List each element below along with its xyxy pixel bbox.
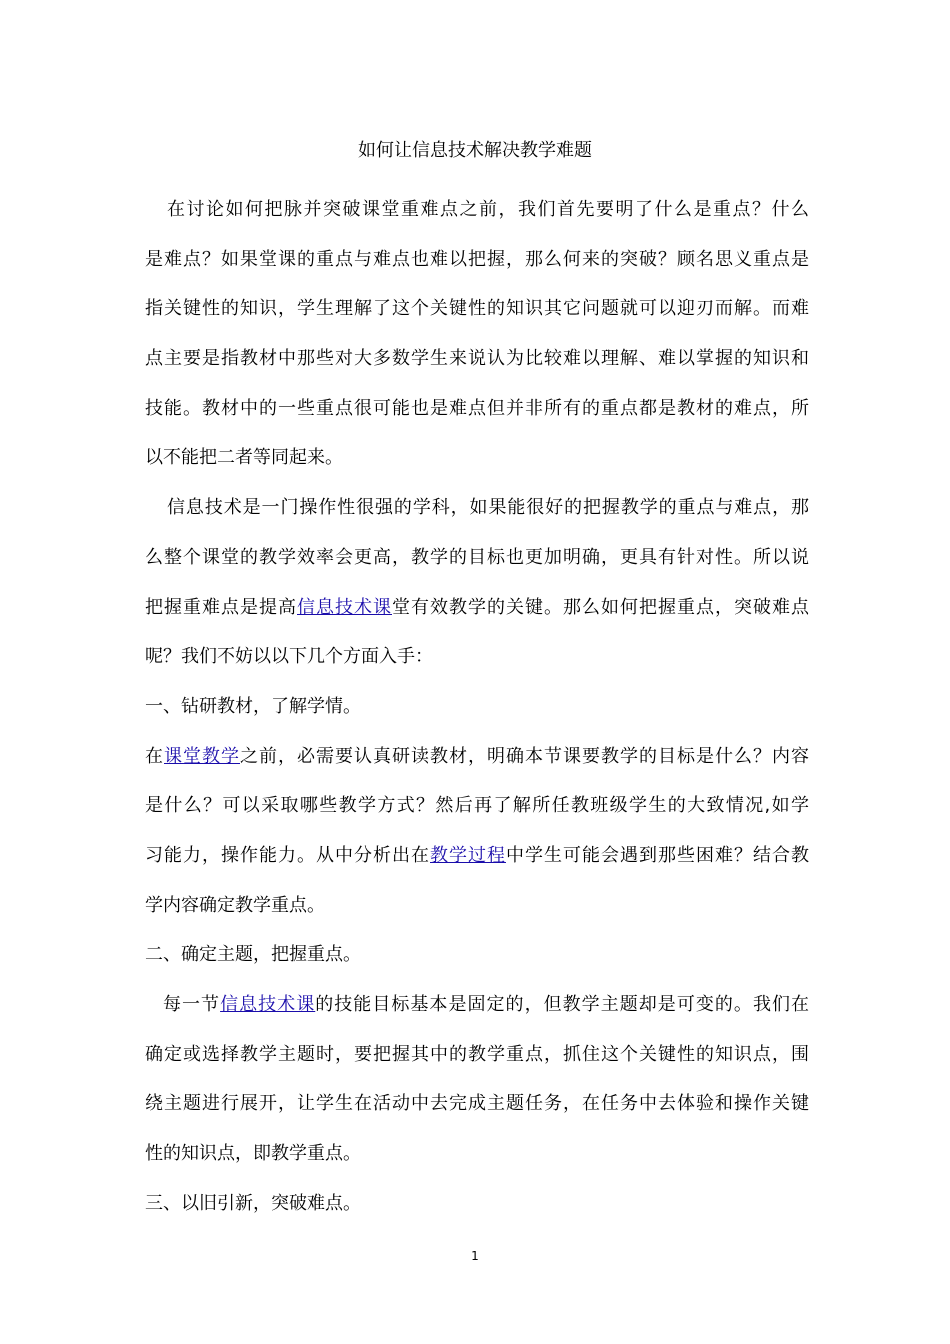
text-line: 技能。教材中的一些重点很可能也是难点但并非所有的重点都是教材的难点，所 <box>145 397 809 419</box>
text-line: 绕主题进行展开，让学生在活动中去完成主题任务，在任务中去体验和操作关键 <box>145 1093 809 1115</box>
text-line: 以不能把二者等同起来。 <box>145 447 343 469</box>
link-teaching-process[interactable]: 教学过程 <box>430 844 506 866</box>
document-title: 如何让信息技术解决教学难题 <box>358 140 592 161</box>
document-body <box>145 185 809 1228</box>
text-segment: 每一节 <box>163 994 221 1015</box>
text-line: 呢？我们不妨以以下几个方面入手： <box>145 646 433 668</box>
link-info-tech-course[interactable]: 信息技术课 <box>297 596 392 618</box>
text-segment: 之前，必需要认真研读教材，明确本节课要教学的目标是什么？内容 <box>240 745 809 767</box>
section-heading-1: 一、钻研教材，了解学情。 <box>145 695 361 717</box>
text-line: 是什么？可以采取哪些教学方式？然后再了解所任教班级学生的大致情况,如学 <box>145 795 809 817</box>
text-segment: 中学生可能会遇到那些困难？结合教 <box>506 844 809 866</box>
text-line-with-link <box>145 831 809 881</box>
text-line: 么整个课堂的教学效率会更高，教学的目标也更加明确，更具有针对性。所以说 <box>145 546 809 568</box>
paragraph-theme <box>145 980 809 1179</box>
text-line: 学内容确定教学重点。 <box>145 894 325 916</box>
text-line-with-link <box>145 583 809 633</box>
text-line: 信息技术是一门操作性很强的学科，如果能很好的把握教学的重点与难点，那 <box>167 497 809 519</box>
text-line: 性的知识点，即教学重点。 <box>145 1143 361 1165</box>
text-line-with-link <box>145 980 809 1030</box>
text-segment: 堂有效教学的关键。那么如何把握重点，突破难点 <box>392 596 809 618</box>
paragraph-intro <box>145 185 809 483</box>
text-segment: 把握重难点是提高 <box>145 596 297 618</box>
text-segment: 在 <box>145 745 164 767</box>
text-line: 点主要是指教材中那些对大多数学生来说认为比较难以理解、难以掌握的知识和 <box>145 348 809 370</box>
section-heading-2: 二、确定主题，把握重点。 <box>145 944 361 966</box>
section-heading-3: 三、以旧引新，突破难点。 <box>145 1192 361 1214</box>
text-segment: 习能力，操作能力。从中分析出在 <box>145 844 430 866</box>
text-line: 指关键性的知识，学生理解了这个关键性的知识其它问题就可以迎刃而解。而难 <box>145 298 809 320</box>
text-line-with-link <box>145 732 809 782</box>
link-classroom-teaching[interactable]: 课堂教学 <box>164 745 240 767</box>
text-segment: 的技能目标基本是固定的，但教学主题却是可变的。我们在 <box>315 994 810 1015</box>
paragraph-info-tech <box>145 483 809 682</box>
text-line: 在讨论如何把脉并突破课堂重难点之前，我们首先要明了什么是重点？什么 <box>167 199 809 220</box>
text-line: 是难点？如果堂课的重点与难点也难以把握，那么何来的突破？顾名思义重点是 <box>145 248 809 270</box>
paragraph-study-materials <box>145 732 809 931</box>
text-line: 确定或选择教学主题时，要把握其中的教学重点，抓住这个关键性的知识点，围 <box>145 1043 809 1065</box>
page-number: 1 <box>471 1249 479 1263</box>
link-info-tech-course-2[interactable]: 信息技术课 <box>220 994 316 1015</box>
